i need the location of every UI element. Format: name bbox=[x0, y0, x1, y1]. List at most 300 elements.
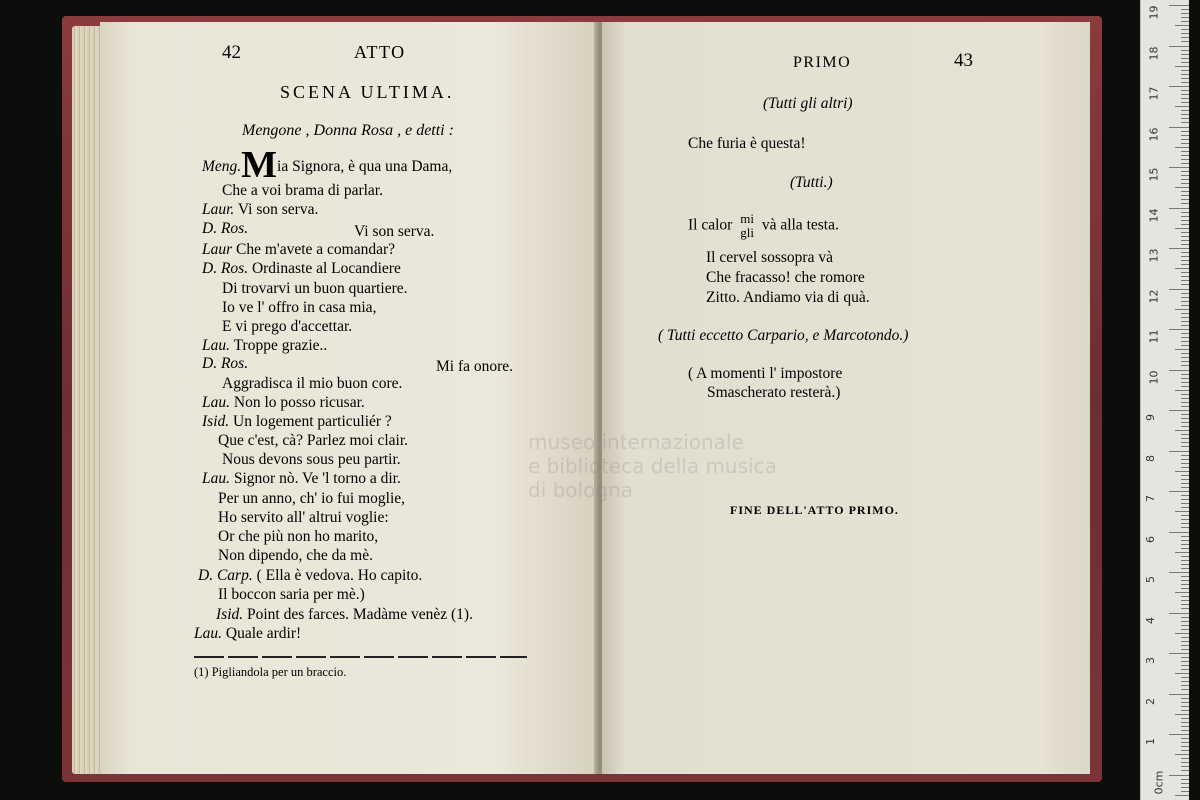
ruler-tick bbox=[1181, 232, 1189, 233]
ruler-tick bbox=[1181, 507, 1189, 508]
ruler-tick bbox=[1181, 284, 1189, 285]
ruler-number: 6 bbox=[1144, 535, 1157, 543]
ruler-tick bbox=[1181, 256, 1189, 257]
ruler-tick bbox=[1181, 29, 1189, 30]
ruler-tick bbox=[1181, 422, 1189, 423]
ruler-tick bbox=[1181, 540, 1189, 541]
ruler-tick bbox=[1181, 527, 1189, 528]
ruler-tick bbox=[1169, 208, 1189, 209]
ruler-tick bbox=[1181, 212, 1189, 213]
ruler-tick bbox=[1181, 515, 1189, 516]
ruler-tick bbox=[1181, 483, 1189, 484]
ruler-tick bbox=[1169, 734, 1189, 735]
ruler-tick bbox=[1181, 139, 1189, 140]
watermark-line: museo internazionale bbox=[528, 430, 744, 454]
ruler-tick bbox=[1175, 25, 1189, 26]
ruler-tick bbox=[1181, 677, 1189, 678]
ruler-tick bbox=[1181, 90, 1189, 91]
ruler-tick bbox=[1181, 742, 1189, 743]
ruler-tick bbox=[1181, 17, 1189, 18]
ruler-tick bbox=[1169, 370, 1189, 371]
line-text: Aggradisca il mio buon core. bbox=[222, 375, 403, 392]
act-ending: FINE DELL'ATTO PRIMO. bbox=[730, 503, 899, 517]
ruler-tick bbox=[1181, 426, 1189, 427]
ruler-tick bbox=[1181, 621, 1189, 622]
dialogue-line bbox=[218, 527, 378, 546]
dialogue-line bbox=[194, 624, 301, 643]
measuring-ruler bbox=[1140, 0, 1189, 800]
ruler-tick bbox=[1181, 195, 1189, 196]
ruler-tick bbox=[1181, 175, 1189, 176]
ruler-tick bbox=[1181, 394, 1189, 395]
ruler-tick bbox=[1181, 406, 1189, 407]
ruler-tick bbox=[1169, 167, 1189, 168]
speaker: D. Ros. bbox=[202, 355, 249, 372]
ruler-number: 0cm bbox=[1152, 770, 1166, 794]
ruler-tick bbox=[1181, 544, 1189, 545]
speaker: Laur bbox=[202, 241, 233, 258]
ruler-tick bbox=[1169, 532, 1189, 533]
ruler-tick bbox=[1181, 317, 1189, 318]
ruler-tick bbox=[1181, 600, 1189, 601]
stack-bottom: gli bbox=[740, 225, 754, 240]
dialogue-line bbox=[222, 450, 401, 469]
ruler-tick bbox=[1181, 353, 1189, 354]
ruler-tick bbox=[1175, 471, 1189, 472]
ruler-tick bbox=[1181, 131, 1189, 132]
stacked-word bbox=[740, 212, 754, 240]
dialogue-line bbox=[202, 144, 453, 186]
verse-line: Che fracasso! che romore bbox=[706, 269, 865, 286]
ruler-tick bbox=[1181, 203, 1189, 204]
watermark-line: di bologna bbox=[528, 478, 633, 502]
ruler-tick bbox=[1175, 390, 1189, 391]
ruler-tick bbox=[1181, 649, 1189, 650]
ruler-tick bbox=[1169, 653, 1189, 654]
ruler-tick bbox=[1181, 750, 1189, 751]
ruler-tick bbox=[1181, 523, 1189, 524]
ruler-tick bbox=[1181, 118, 1189, 119]
stack-top: mi bbox=[740, 211, 754, 226]
ruler-tick bbox=[1181, 762, 1189, 763]
ruler-tick bbox=[1175, 147, 1189, 148]
ruler-tick bbox=[1181, 791, 1189, 792]
ruler-tick bbox=[1175, 349, 1189, 350]
line-text: Un logement particuliér ? bbox=[233, 413, 392, 430]
dialogue-line bbox=[222, 298, 376, 317]
dialogue-line bbox=[202, 469, 401, 488]
line-text: Ordinaste al Locandiere bbox=[251, 260, 401, 277]
ruler-tick bbox=[1181, 702, 1189, 703]
ruler-number: 11 bbox=[1147, 329, 1161, 344]
ruler-tick bbox=[1181, 434, 1189, 435]
ruler-tick bbox=[1181, 191, 1189, 192]
verse-line: Zitto. Andiamo via di quà. bbox=[706, 289, 870, 306]
ruler-tick bbox=[1169, 46, 1189, 47]
line-text: Per un anno, ch' io fui moglie, bbox=[218, 490, 406, 507]
ruler-tick bbox=[1181, 608, 1189, 609]
scene-title: SCENA ULTIMA. bbox=[280, 82, 455, 102]
dialogue-line bbox=[216, 605, 473, 624]
speaker: Isid. bbox=[202, 413, 230, 430]
ruler-tick bbox=[1181, 617, 1189, 618]
right-page-number: 43 bbox=[954, 50, 973, 71]
ruler-tick bbox=[1175, 511, 1189, 512]
dialogue-line bbox=[202, 219, 248, 238]
line-text: Que c'est, cà? Parlez moi clair. bbox=[218, 432, 408, 449]
dropcap: M bbox=[241, 144, 278, 186]
ruler-tick bbox=[1181, 758, 1189, 759]
ruler-tick bbox=[1181, 519, 1189, 520]
line-text: và alla testa. bbox=[761, 216, 839, 234]
ruler-tick bbox=[1181, 122, 1189, 123]
ruler-tick bbox=[1181, 710, 1189, 711]
dialogue-line bbox=[202, 354, 248, 373]
ruler-tick bbox=[1181, 50, 1189, 51]
ruler-tick bbox=[1181, 681, 1189, 682]
speaker: Isid. bbox=[216, 606, 244, 623]
ruler-tick bbox=[1181, 293, 1189, 294]
ruler-tick bbox=[1181, 305, 1189, 306]
ruler-tick bbox=[1181, 657, 1189, 658]
ruler-tick bbox=[1181, 560, 1189, 561]
speaker: D. Ros. bbox=[202, 260, 249, 277]
ruler-tick bbox=[1175, 633, 1189, 634]
ruler-tick bbox=[1169, 613, 1189, 614]
ruler-tick bbox=[1169, 694, 1189, 695]
speaker: Laur. bbox=[202, 201, 235, 218]
ruler-tick bbox=[1181, 151, 1189, 152]
ruler-tick bbox=[1181, 337, 1189, 338]
ruler-tick bbox=[1181, 499, 1189, 500]
ruler-tick bbox=[1181, 135, 1189, 136]
line-text: ( Ella è vedova. Ho capito. bbox=[256, 567, 423, 584]
ruler-tick bbox=[1181, 21, 1189, 22]
ruler-tick bbox=[1181, 54, 1189, 55]
ruler-tick bbox=[1181, 33, 1189, 34]
dialogue-line bbox=[222, 181, 383, 200]
ruler-number: 12 bbox=[1147, 289, 1161, 303]
ruler-tick bbox=[1181, 588, 1189, 589]
ruler-tick bbox=[1175, 228, 1189, 229]
line-text: Che a voi brama di parlar. bbox=[222, 182, 383, 199]
ruler-tick bbox=[1181, 179, 1189, 180]
ruler-tick bbox=[1181, 9, 1189, 10]
ruler-tick bbox=[1181, 730, 1189, 731]
dialogue-line bbox=[222, 317, 352, 336]
stage-direction: (Tutti.) bbox=[790, 174, 833, 191]
ruler-number: 15 bbox=[1147, 167, 1161, 182]
right-running-head: PRIMO bbox=[793, 54, 852, 71]
line-text: Non lo posso ricusar. bbox=[233, 394, 365, 411]
ruler-tick bbox=[1181, 787, 1189, 788]
line-text: Mi fa onore. bbox=[436, 358, 514, 375]
line-text: Di trovarvi un buon quartiere. bbox=[222, 280, 408, 297]
line-text: Troppe grazie.. bbox=[233, 337, 328, 354]
ruler-tick bbox=[1181, 475, 1189, 476]
ruler-tick bbox=[1181, 114, 1189, 115]
ruler-number: 17 bbox=[1147, 86, 1161, 101]
verse-line bbox=[688, 212, 839, 240]
ruler-tick bbox=[1181, 604, 1189, 605]
ruler-tick bbox=[1175, 592, 1189, 593]
ruler-tick bbox=[1181, 382, 1189, 383]
ruler-tick bbox=[1175, 714, 1189, 715]
dialogue-line bbox=[202, 240, 395, 259]
ruler-tick bbox=[1181, 378, 1189, 379]
ruler-tick bbox=[1181, 706, 1189, 707]
dialogue-line bbox=[198, 566, 422, 585]
ruler-tick bbox=[1181, 596, 1189, 597]
ruler-tick bbox=[1181, 455, 1189, 456]
ruler-tick bbox=[1181, 297, 1189, 298]
dialogue-line bbox=[222, 279, 408, 298]
ruler-number: 16 bbox=[1147, 127, 1161, 141]
ruler-tick bbox=[1181, 548, 1189, 549]
ruler-tick bbox=[1181, 37, 1189, 38]
ruler-tick bbox=[1181, 467, 1189, 468]
ruler-tick bbox=[1175, 309, 1189, 310]
dialogue-line bbox=[218, 431, 408, 450]
ruler-tick bbox=[1181, 216, 1189, 217]
ruler-tick bbox=[1181, 637, 1189, 638]
ruler-tick bbox=[1181, 503, 1189, 504]
ruler-tick bbox=[1181, 398, 1189, 399]
ruler-tick bbox=[1181, 629, 1189, 630]
watermark-line: e biblioteca della musica bbox=[528, 454, 777, 478]
ruler-tick bbox=[1175, 66, 1189, 67]
line-text: Point des farces. Madàme venèz (1). bbox=[247, 606, 473, 623]
footnote: (1) Pigliandola per un braccio. bbox=[194, 665, 347, 679]
ruler-tick bbox=[1175, 187, 1189, 188]
ruler-tick bbox=[1181, 102, 1189, 103]
ruler-tick bbox=[1181, 766, 1189, 767]
ruler-tick bbox=[1169, 86, 1189, 87]
line-text: Quale ardir! bbox=[225, 625, 302, 642]
dialogue-line bbox=[218, 546, 373, 565]
ruler-tick bbox=[1181, 669, 1189, 670]
ruler-tick bbox=[1181, 625, 1189, 626]
ruler-number: 7 bbox=[1144, 495, 1157, 502]
ruler-tick bbox=[1181, 641, 1189, 642]
dialogue-line bbox=[202, 412, 392, 431]
speaker: Lau. bbox=[202, 337, 230, 354]
ruler-tick bbox=[1181, 13, 1189, 14]
dialogue-line bbox=[436, 357, 513, 376]
ruler-number: 8 bbox=[1144, 454, 1157, 462]
ruler-tick bbox=[1181, 321, 1189, 322]
ruler-tick bbox=[1181, 698, 1189, 699]
ruler-tick bbox=[1181, 442, 1189, 443]
ruler-tick bbox=[1181, 361, 1189, 362]
speaker: Lau. bbox=[194, 625, 222, 642]
speaker: D. Ros. bbox=[202, 220, 249, 237]
line-text: Signor nò. Ve 'l torno a dir. bbox=[233, 470, 401, 487]
ruler-tick bbox=[1181, 463, 1189, 464]
ruler-tick bbox=[1181, 685, 1189, 686]
dialogue-line bbox=[218, 489, 405, 508]
ruler-tick bbox=[1181, 357, 1189, 358]
ruler-number: 18 bbox=[1147, 46, 1161, 60]
ruler-tick bbox=[1181, 580, 1189, 581]
ruler-tick bbox=[1181, 345, 1189, 346]
ruler-tick bbox=[1181, 260, 1189, 261]
ruler-tick bbox=[1181, 62, 1189, 63]
ruler-tick bbox=[1181, 163, 1189, 164]
ruler-tick bbox=[1181, 41, 1189, 42]
ruler-tick bbox=[1181, 159, 1189, 160]
dialogue-line bbox=[202, 259, 401, 278]
ruler-tick bbox=[1181, 374, 1189, 375]
ruler-number: 10 bbox=[1147, 370, 1161, 384]
dialogue-line bbox=[354, 222, 434, 241]
ruler-tick bbox=[1181, 82, 1189, 83]
ruler-tick bbox=[1175, 106, 1189, 107]
ruler-tick bbox=[1181, 272, 1189, 273]
ruler-tick bbox=[1181, 365, 1189, 366]
ruler-tick bbox=[1181, 418, 1189, 419]
ruler-tick bbox=[1181, 645, 1189, 646]
ruler-tick bbox=[1181, 244, 1189, 245]
ruler-tick bbox=[1181, 556, 1189, 557]
dialogue-line bbox=[202, 200, 318, 219]
ruler-tick bbox=[1169, 775, 1189, 776]
ruler-number: 3 bbox=[1144, 657, 1157, 664]
stage-direction: ( Tutti eccetto Carpario, e Marcotondo.) bbox=[658, 327, 909, 344]
ruler-tick bbox=[1181, 568, 1189, 569]
line-text: Il boccon saria per mè.) bbox=[218, 586, 365, 603]
speaker: D. Carp. bbox=[198, 567, 253, 584]
ruler-tick bbox=[1181, 438, 1189, 439]
ruler-tick bbox=[1181, 199, 1189, 200]
ruler-tick bbox=[1181, 665, 1189, 666]
ruler-tick bbox=[1181, 220, 1189, 221]
ruler-tick bbox=[1181, 487, 1189, 488]
left-running-head: ATTO bbox=[354, 42, 406, 62]
ruler-tick bbox=[1181, 110, 1189, 111]
ruler-tick bbox=[1181, 726, 1189, 727]
ruler-tick bbox=[1181, 264, 1189, 265]
ruler-tick bbox=[1181, 495, 1189, 496]
ruler-tick bbox=[1181, 576, 1189, 577]
line-text: ia Signora, è qua una Dama, bbox=[277, 158, 453, 175]
cast-line: Mengone , Donna Rosa , e detti : bbox=[242, 122, 454, 139]
ruler-tick bbox=[1181, 564, 1189, 565]
dialogue-line bbox=[222, 374, 402, 393]
ruler-tick bbox=[1181, 236, 1189, 237]
ruler-tick bbox=[1175, 795, 1189, 796]
ruler-tick bbox=[1181, 98, 1189, 99]
library-watermark bbox=[528, 430, 777, 502]
ruler-tick bbox=[1181, 446, 1189, 447]
speaker: Lau. bbox=[202, 394, 230, 411]
ruler-tick bbox=[1169, 410, 1189, 411]
ruler-tick bbox=[1181, 224, 1189, 225]
verse-line: Che furia è questa! bbox=[688, 135, 806, 152]
right-page bbox=[602, 22, 1090, 774]
ruler-number: 13 bbox=[1147, 248, 1161, 263]
ruler-tick bbox=[1175, 430, 1189, 431]
speaker: Lau. bbox=[202, 470, 230, 487]
ruler-number: 19 bbox=[1147, 5, 1161, 20]
dialogue-line bbox=[202, 393, 365, 412]
speaker: Meng. bbox=[202, 158, 242, 175]
ruler-tick bbox=[1169, 289, 1189, 290]
line-text: Che m'avete a comandar? bbox=[236, 241, 396, 258]
ruler-tick bbox=[1181, 738, 1189, 739]
line-text: Or che più non ho marito, bbox=[218, 528, 379, 545]
ruler-number: 9 bbox=[1144, 414, 1157, 421]
ruler-tick bbox=[1181, 70, 1189, 71]
ruler-tick bbox=[1181, 718, 1189, 719]
ruler-tick bbox=[1181, 479, 1189, 480]
ruler-tick bbox=[1175, 552, 1189, 553]
aside-line: ( A momenti l' impostore bbox=[688, 365, 843, 382]
footnote-rule bbox=[194, 656, 527, 658]
line-text: Vi son serva. bbox=[237, 201, 319, 218]
ruler-tick bbox=[1175, 754, 1189, 755]
ruler-tick bbox=[1181, 280, 1189, 281]
ruler-tick bbox=[1181, 536, 1189, 537]
line-text: E vi prego d'accettar. bbox=[222, 318, 353, 335]
ruler-tick bbox=[1181, 155, 1189, 156]
ruler-tick bbox=[1181, 783, 1189, 784]
ruler-tick bbox=[1181, 301, 1189, 302]
verse-line: Il cervel sossopra và bbox=[706, 249, 833, 266]
ruler-tick bbox=[1169, 127, 1189, 128]
ruler-tick bbox=[1181, 58, 1189, 59]
ruler-tick bbox=[1181, 94, 1189, 95]
left-page-number: 42 bbox=[222, 42, 241, 63]
ruler-tick bbox=[1181, 240, 1189, 241]
ruler-tick bbox=[1181, 402, 1189, 403]
ruler-tick bbox=[1181, 584, 1189, 585]
ruler-tick bbox=[1175, 673, 1189, 674]
ruler-tick bbox=[1181, 341, 1189, 342]
ruler-tick bbox=[1181, 313, 1189, 314]
stage-direction: (Tutti gli altri) bbox=[763, 95, 853, 112]
ruler-tick bbox=[1169, 329, 1189, 330]
ruler-tick bbox=[1181, 74, 1189, 75]
ruler-tick bbox=[1181, 386, 1189, 387]
ruler-tick bbox=[1175, 268, 1189, 269]
ruler-number: 1 bbox=[1144, 738, 1157, 745]
ruler-tick bbox=[1181, 414, 1189, 415]
ruler-tick bbox=[1181, 770, 1189, 771]
ruler-tick bbox=[1181, 252, 1189, 253]
line-text: Non dipendo, che da mè. bbox=[218, 547, 373, 564]
ruler-tick bbox=[1169, 248, 1189, 249]
ruler-number: 5 bbox=[1144, 576, 1157, 583]
dialogue-line bbox=[218, 585, 365, 604]
ruler-tick bbox=[1181, 333, 1189, 334]
line-text: Vi son serva. bbox=[354, 223, 435, 240]
ruler-number: 2 bbox=[1144, 697, 1157, 705]
dialogue-line bbox=[218, 508, 389, 527]
ruler-tick bbox=[1181, 143, 1189, 144]
dialogue-line bbox=[202, 336, 327, 355]
ruler-number: 4 bbox=[1144, 616, 1157, 624]
ruler-tick bbox=[1181, 746, 1189, 747]
line-text: Io ve l' offro in casa mia, bbox=[222, 299, 377, 316]
ruler-tick bbox=[1181, 722, 1189, 723]
ruler-tick bbox=[1169, 572, 1189, 573]
ruler-tick bbox=[1181, 779, 1189, 780]
line-text: Il calor bbox=[688, 216, 733, 234]
ruler-tick bbox=[1181, 78, 1189, 79]
ruler-tick bbox=[1181, 689, 1189, 690]
ruler-tick bbox=[1169, 451, 1189, 452]
